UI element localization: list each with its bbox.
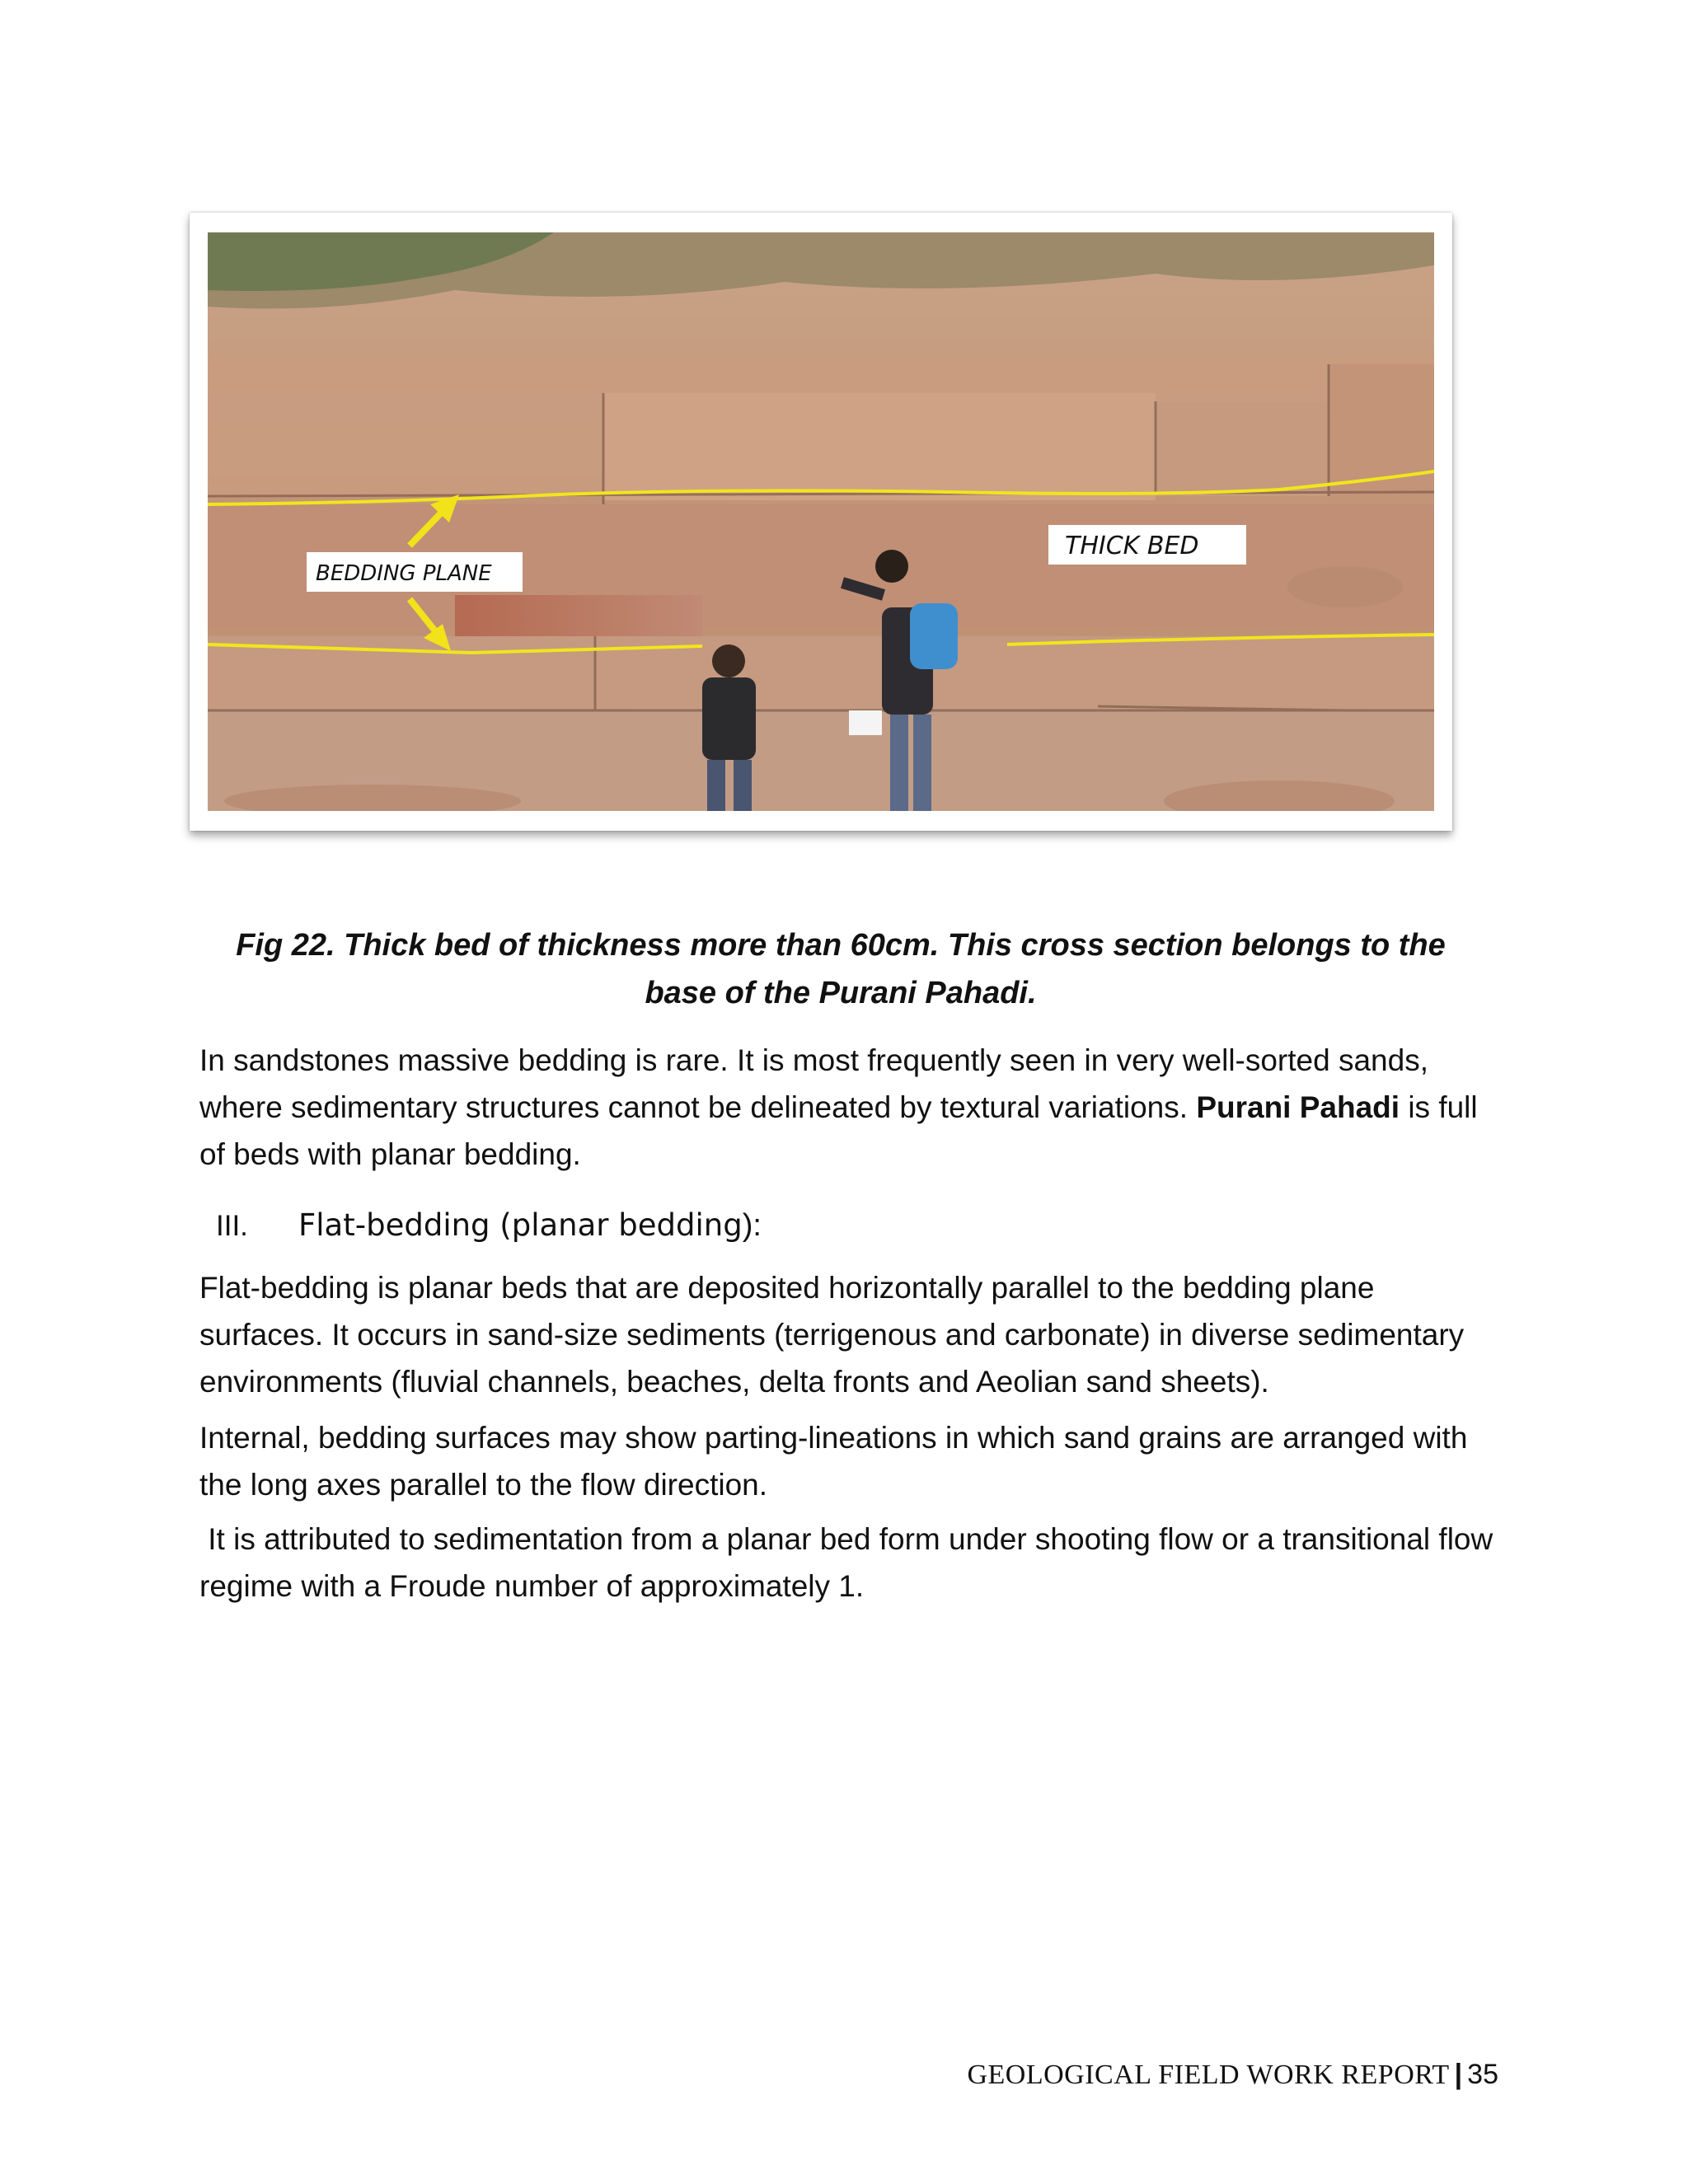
paragraph-massive-bedding <box>199 1037 1502 1178</box>
section-number: III. <box>216 1210 248 1242</box>
thick-bed-label: THICK BED <box>1065 532 1199 560</box>
page-number: 35 <box>1467 2059 1498 2090</box>
paragraph-parting-lineations: Internal, bedding surfaces may show parting-lineations in which sand grains are arranged with the long axes parallel to the flow direction. <box>199 1421 1468 1502</box>
footer-separator: | <box>1454 2059 1463 2090</box>
paragraph-flat-bedding: Flat-bedding is planar beds that are deposited horizontally parallel to the bedding plane surfaces. It occurs in sand-size sediments (terrigenous and carbonate) in diverse sedimentary environments (fluvial channels, beaches, delta fronts and Aeolian sand sheets). <box>199 1271 1465 1399</box>
outcrop-photo <box>208 232 1434 811</box>
bedding-plane-label: BEDDING PLANE <box>316 561 492 586</box>
paragraph-text: is full of beds with planar bedding. <box>199 1090 1478 1171</box>
page-footer <box>967 2056 1498 2093</box>
section-heading <box>216 1205 762 1247</box>
paragraph-flow-regime: It is attributed to sedimentation from a planar bed form under shooting flow or a transitional flow regime with a Froude number of approximately 1. <box>199 1522 1502 1603</box>
section-title: Flat-bedding (planar bedding <box>298 1207 743 1243</box>
figure-frame <box>190 213 1452 831</box>
location-name: Purani Pahadi <box>1196 1090 1400 1124</box>
report-title: GEOLOGICAL FIELD WORK REPORT <box>967 2060 1450 2090</box>
paragraph-text: In sandstones massive bedding is rare. It is most frequently seen in very well-sorted sands, where sedimentary structures cannot be delineated by textural variations. <box>199 1043 1428 1124</box>
figure-caption: Fig 22. Thick bed of thickness more than 60cm. This cross section belongs to the base of the Purani Pahadi. <box>236 928 1446 1010</box>
section-title-suffix: ): <box>742 1208 762 1243</box>
